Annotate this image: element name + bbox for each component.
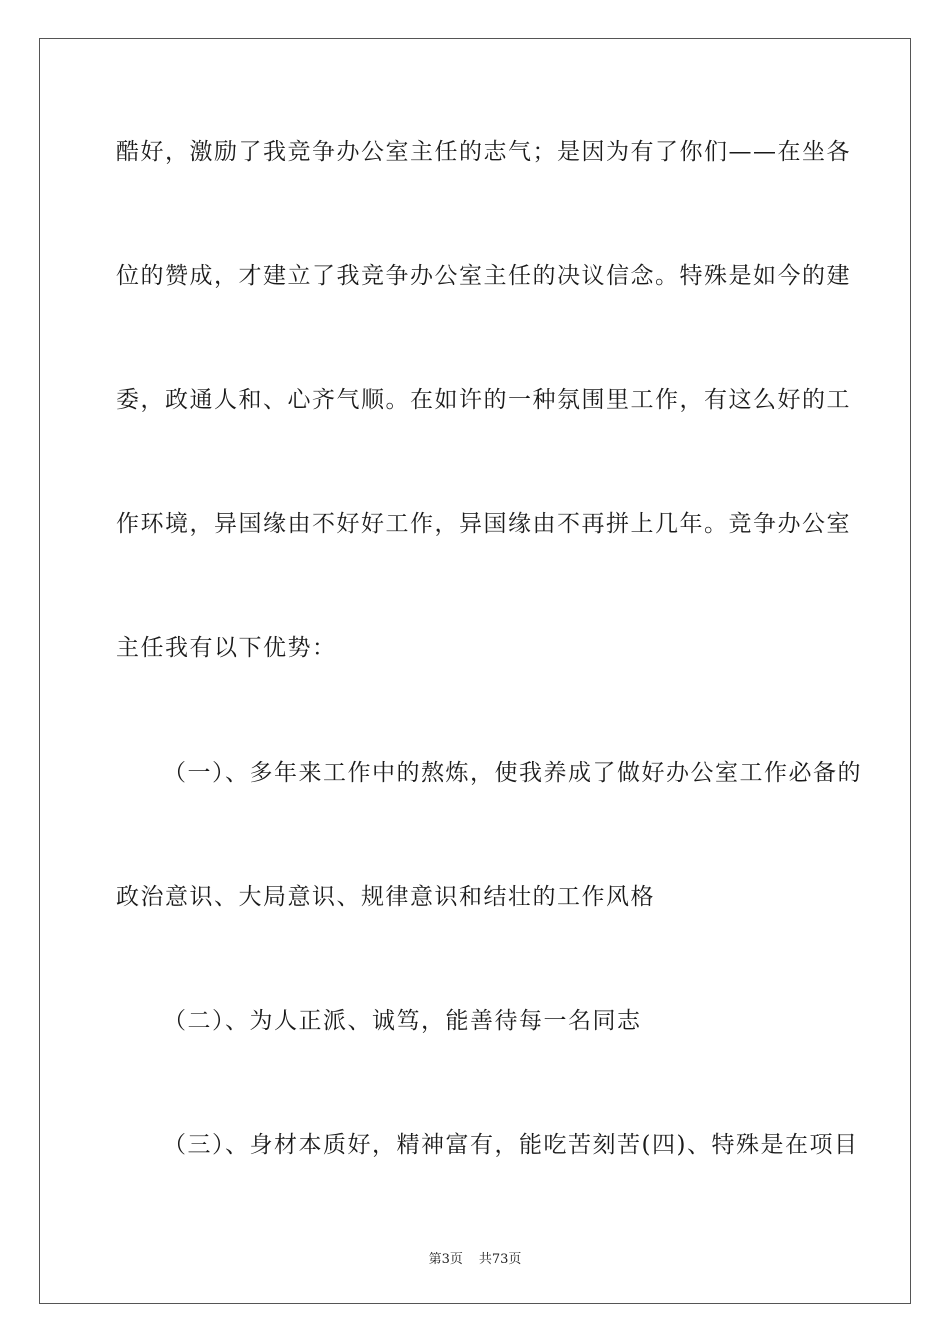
text-line: 主任我有以下优势： (116, 635, 337, 661)
text-line: 酷好，激励了我竞争办公室主任的志气；是因为有了你们——在坐各 (116, 139, 851, 165)
text-line: （二）、为人正派、诚笃，能善待每一名同志 (163, 1008, 642, 1034)
page-number: 第3页 (428, 1252, 463, 1267)
text-line: 位的赞成，才建立了我竞争办公室主任的决议信念。特殊是如今的建 (116, 263, 851, 289)
text-line: 政治意识、大局意识、规律意识和结壮的工作风格 (116, 884, 655, 910)
text-line: （一）、多年来工作中的熬炼，使我养成了做好办公室工作必备的 (163, 760, 862, 786)
text-line: （三）、身材本质好，精神富有，能吃苦刻苦(四)、特殊是在项目 (163, 1132, 859, 1158)
page-footer (0, 1248, 950, 1267)
text-line: 委，政通人和、心齐气顺。在如许的一种氛围里工作，有这么好的工 (116, 387, 851, 413)
page-total: 共73页 (478, 1252, 522, 1267)
page-frame (39, 38, 911, 1304)
text-line: 作环境，异国缘由不好好工作，异国缘由不再拼上几年。竞争办公室 (116, 511, 851, 537)
